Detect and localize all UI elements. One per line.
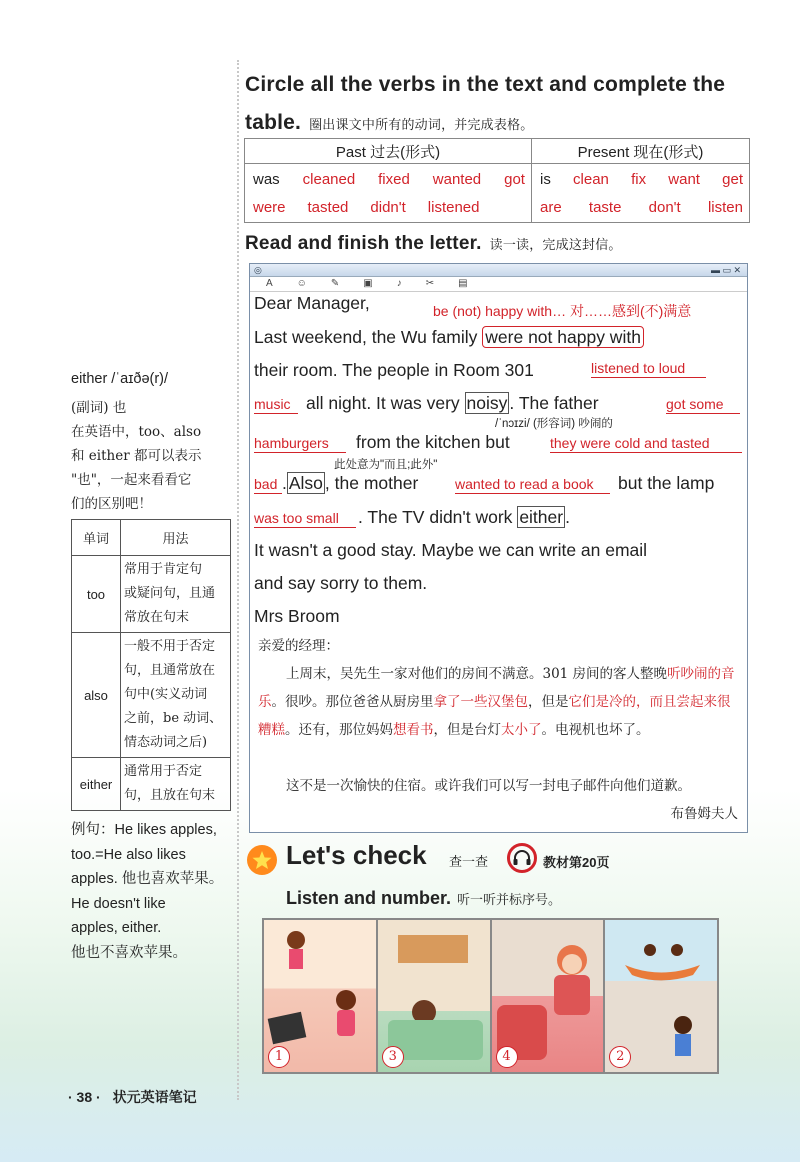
letter-line-2: their room. The people in Room 301 — [254, 360, 534, 380]
answer-got: got some — [666, 395, 740, 414]
letter-text: . The father — [509, 393, 599, 413]
verb-present: fix — [631, 171, 647, 188]
usage-head-usage: 用法 — [121, 520, 231, 556]
letter-text: Last weekend, the Wu family — [254, 327, 478, 347]
present-header: Present 现在(形式) — [532, 139, 750, 164]
letter-text: all night. It was very — [306, 393, 460, 413]
letter-line-5b: but the lamp — [618, 473, 715, 493]
answer-small: was too small — [254, 509, 356, 528]
verb-present: don't — [648, 199, 681, 216]
letter-line-8: and say sorry to them. — [254, 573, 428, 593]
verb-present: are — [540, 199, 562, 216]
verb-present: is — [540, 171, 551, 188]
example-line: 例句：He likes apples, — [71, 822, 217, 838]
lets-check-title: Let's check — [286, 840, 427, 870]
intro-line: 在英语中，too、also — [71, 424, 202, 440]
answer-bad: bad — [254, 475, 282, 494]
example-line: apples. 他也喜欢苹果。 — [71, 871, 224, 887]
translation-salute: 亲爱的经理： — [258, 638, 339, 654]
verb-past: got — [504, 171, 525, 188]
column-divider — [237, 60, 239, 1100]
emoji-icon[interactable]: ☺ — [296, 278, 307, 289]
verb-past: wanted — [432, 171, 482, 188]
page-footer — [68, 1087, 197, 1107]
answer-listened: listened to loud — [591, 359, 706, 378]
example-line: too.=He also likes — [71, 846, 186, 863]
letter-text: . The TV didn't work — [358, 507, 513, 527]
picture-1 — [264, 920, 378, 1072]
past-cell — [245, 164, 532, 223]
letter-line-6 — [358, 507, 570, 528]
usage-too — [121, 556, 231, 633]
letter-window — [249, 263, 748, 833]
translation-text: 。还有，那位妈妈 — [285, 722, 393, 738]
book-title: 状元英语笔记 — [112, 1090, 197, 1106]
translation-text: 上周末，吴先生一家对他们的房间不满意。301 房间的客人整晚 — [286, 666, 668, 682]
usage-word-either: either — [72, 758, 121, 811]
usage-line: 或疑问句，且通 — [124, 586, 216, 601]
picture-3 — [492, 920, 606, 1072]
translation-text: 。电视机也坏了。 — [541, 722, 650, 738]
translation-text: ，但是台灯 — [433, 722, 501, 738]
usage-line: 之前，be 动词、 — [124, 711, 223, 726]
verb-past: listened — [427, 199, 480, 216]
verb-past: were — [253, 199, 286, 216]
letter-signature: Mrs Broom — [254, 606, 340, 626]
listen-instruction-en: Listen and number. — [286, 888, 452, 908]
usage-head-word: 单词 — [72, 520, 121, 556]
usage-line: 句中(实义动词 — [124, 687, 208, 702]
verb-present: get — [722, 171, 743, 188]
app-icon: ◎ — [254, 265, 262, 275]
page-number: · 38 · — [68, 1089, 101, 1105]
verb-past: was — [253, 171, 280, 188]
past-header: Past 过去(形式) — [245, 139, 532, 164]
usage-table — [71, 519, 231, 811]
sidebar-examples — [71, 818, 223, 965]
edit-icon[interactable]: ✎ — [330, 278, 340, 289]
usage-line: 通常用于否定 — [124, 764, 203, 779]
usage-line: 一般不用于否定 — [124, 639, 216, 654]
task2-heading-en: Read and finish the letter. — [245, 233, 482, 254]
task1-heading: Circle all the verbs in the text and complete the — [245, 73, 726, 96]
translation-answer: 拿了一些汉堡包 — [433, 694, 528, 710]
picture-number: 4 — [496, 1046, 518, 1068]
picture-number: 2 — [609, 1046, 631, 1068]
image-icon[interactable]: ▣ — [363, 278, 373, 289]
textbook-page-ref: 教材第20页 — [543, 855, 610, 870]
scissors-icon[interactable]: ✂ — [425, 278, 435, 289]
verb-past: tasted — [307, 199, 349, 216]
translation-answer: 它们是冷的，而且尝起来很糟糕 — [258, 694, 731, 738]
task1-heading-cn: 圈出课文中所有的动词，并完成表格。 — [309, 118, 534, 133]
letter-greeting: Dear Manager, — [254, 293, 370, 313]
headphones-icon[interactable] — [507, 843, 537, 873]
usage-line: 句，且通常放在 — [124, 663, 216, 678]
translation-text: ，但是 — [528, 694, 569, 710]
also-note: 此处意为"而且;此外" — [334, 459, 438, 471]
task2-heading — [245, 233, 622, 255]
picture-2 — [378, 920, 492, 1072]
letter-line-1 — [254, 327, 644, 348]
letter-line-5 — [282, 473, 418, 494]
verb-present: want — [668, 171, 700, 188]
example-line: apples, either. — [71, 920, 162, 936]
intro-line: 和 either 都可以表示 — [71, 448, 202, 464]
letter-line-7: It wasn't a good stay. Maybe we can write an email — [254, 540, 648, 560]
letter-line-3 — [306, 393, 599, 414]
task1-heading-line2 — [245, 111, 533, 135]
word-noisy: noisy — [466, 393, 508, 413]
sidebar-pos: (副词) 也 — [71, 400, 127, 416]
word-also: Also — [288, 473, 323, 493]
verb-past: fixed — [378, 171, 410, 188]
phrase-were-not-happy: were not happy with — [482, 326, 644, 348]
usage-word-too: too — [72, 556, 121, 633]
translation-text: 。很吵。那位爸爸从厨房里 — [271, 694, 434, 710]
translation-paragraph-1 — [258, 660, 738, 744]
verb-past: didn't — [370, 199, 406, 216]
verb-past: cleaned — [302, 171, 356, 188]
usage-line: 常放在句末 — [124, 610, 190, 625]
letter-text: , the mother — [324, 473, 419, 493]
usage-line: 句，且放在句末 — [124, 788, 216, 803]
translation-answer: 听吵闹的音乐 — [258, 666, 735, 710]
listen-instruction-cn: 听一听并标序号。 — [457, 893, 562, 908]
lets-check-subtitle: 查一查 — [449, 855, 489, 870]
translation-answer: 想看书 — [393, 722, 434, 738]
window-controls[interactable]: ▬ ▭ ✕ — [710, 265, 741, 275]
lets-check-badge-icon — [247, 845, 277, 875]
answer-cold: they were cold and tasted — [550, 434, 742, 453]
editor-toolbar — [250, 277, 747, 292]
font-icon[interactable]: A — [266, 278, 273, 289]
translation-answer: 太小了 — [501, 722, 542, 738]
example-line: He doesn't like — [71, 895, 166, 912]
letter-text: . — [282, 473, 287, 493]
picture-number: 1 — [268, 1046, 290, 1068]
word-either: either — [519, 507, 564, 527]
window-titlebar — [250, 264, 747, 277]
present-cell — [532, 164, 750, 223]
sidebar-intro — [71, 420, 201, 516]
translation-signature: 布鲁姆夫人 — [670, 806, 738, 822]
listen-instruction — [286, 888, 561, 909]
picture-number: 3 — [382, 1046, 404, 1068]
verb-table — [244, 138, 750, 223]
verb-present: taste — [588, 199, 622, 216]
usage-either — [121, 758, 231, 811]
letter-text: . — [565, 507, 570, 527]
answer-wanted: wanted to read a book — [455, 475, 610, 494]
letter-line-4: from the kitchen but — [356, 432, 510, 452]
listening-pictures — [262, 918, 719, 1074]
answer-music: music — [254, 395, 298, 414]
example-line: 他也不喜欢苹果。 — [71, 944, 187, 961]
intro-line: "也"，一起来看看它 — [71, 472, 192, 488]
answer-hamburgers: hamburgers — [254, 434, 346, 453]
usage-also — [121, 633, 231, 758]
verb-present: clean — [573, 171, 609, 188]
task1-heading-en: table. — [245, 111, 302, 134]
usage-line: 情态动词之后) — [124, 735, 208, 750]
noisy-phonetic-note: /ˈnɔɪzi/ (形容词) 吵闹的 — [495, 418, 613, 430]
verb-present: listen — [707, 199, 743, 216]
task2-heading-cn: 读一读，完成这封信。 — [489, 238, 622, 253]
picture-4 — [605, 920, 717, 1072]
sidebar-word: either /ˈaɪðə(r)/ — [71, 371, 169, 387]
usage-line: 常用于肯定句 — [124, 562, 203, 577]
music-icon[interactable]: ♪ — [396, 278, 402, 289]
calendar-icon[interactable]: ▤ — [458, 278, 468, 289]
translation-paragraph-2: 这不是一次愉快的住宿。或许我们可以写一封电子邮件向他们道歉。 — [286, 778, 691, 794]
annotation-happy: be (not) happy with… 对……感到(不)满意 — [433, 303, 692, 319]
intro-line: 们的区别吧！ — [71, 496, 152, 512]
usage-word-also: also — [72, 633, 121, 758]
